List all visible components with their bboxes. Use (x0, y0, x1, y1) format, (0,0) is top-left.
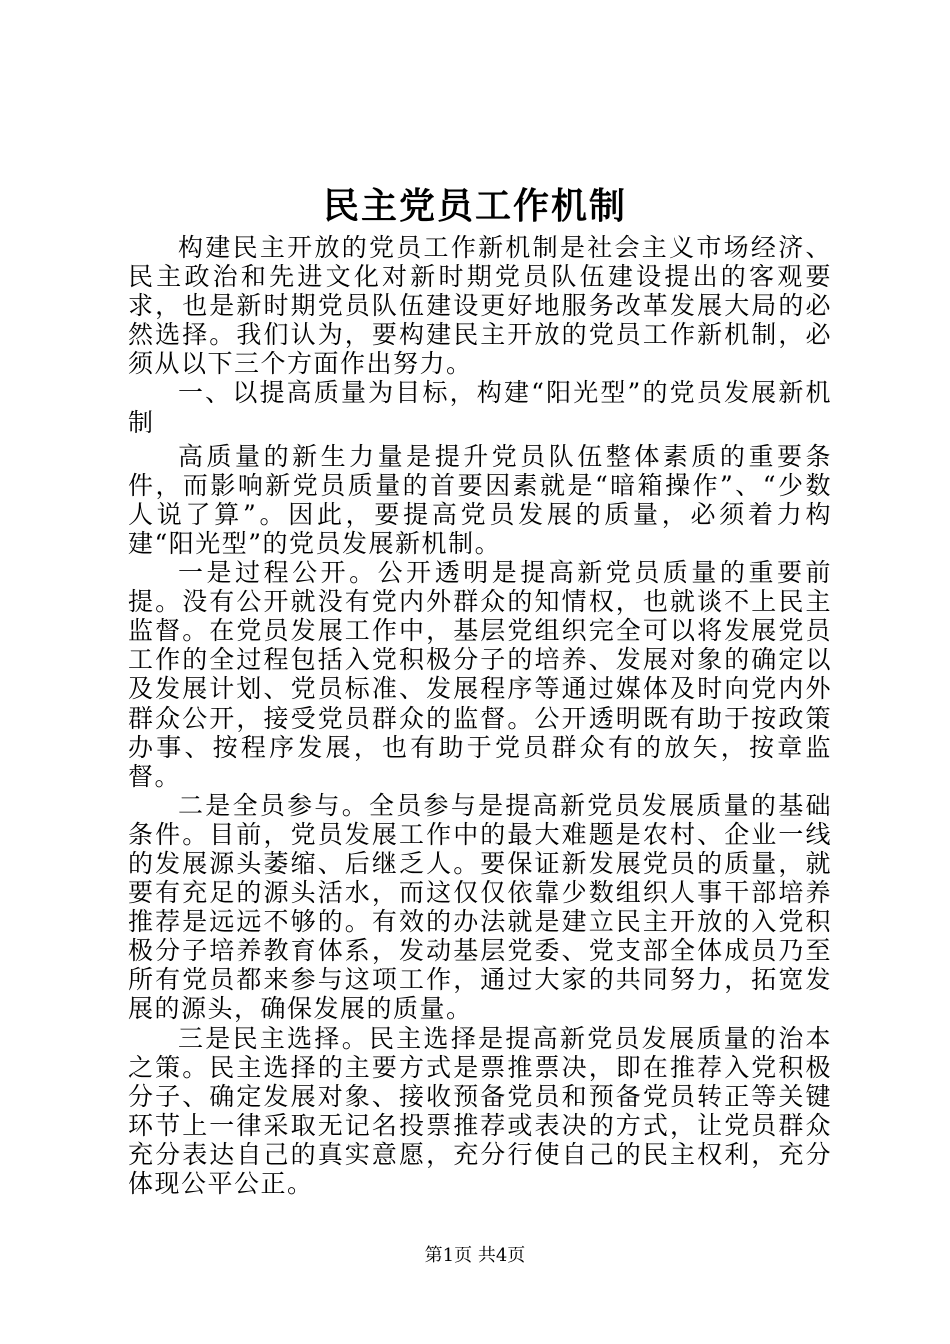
paragraph-section-1-intro: 高质量的新生力量是提升党员队伍整体素质的重要条件，而影响新党员质量的首要因素就是“暗箱操作”、“少数人说了算”。因此，要提高党员发展的质量，必须着力构建“阳光型”的党员发展新机制。 (128, 441, 832, 558)
paragraph-process-open: 一是过程公开。公开透明是提高新党员质量的重要前提。没有公开就没有党内外群众的知情权，也就谈不上民主监督。在党员发展工作中，基层党组织完全可以将发展党员工作的全过程包括入党积极分子的培养、发展对象的确定以及发展计划、党员标准、发展程序等通过媒体及时向党内外群众公开，接受党员群众的监督。公开透明既有助于按政策办事、按程序发展，也有助于党员群众有的放矢，按章监督。 (128, 558, 832, 791)
paragraph-intro: 构建民主开放的党员工作新机制是社会主义市场经济、民主政治和先进文化对新时期党员队伍建设提出的客观要求，也是新时期党员队伍建设更好地服务改革发展大局的必然选择。我们认为，要构建民主开放的党员工作新机制，必须从以下三个方面作出努力。 (128, 233, 832, 379)
section-heading-1: 一、以提高质量为目标，构建“阳光型”的党员发展新机制 (128, 378, 832, 437)
paragraph-democratic-selection: 三是民主选择。民主选择是提高新党员发展质量的治本之策。民主选择的主要方式是票推票决，即在推荐入党积极分子、确定发展对象、接收预备党员和预备党员转正等关键环节上一律采取无记名投票推荐或表决的方式，让党员群众充分表达自己的真实意愿，充分行使自己的民主权利，充分体现公平公正。 (128, 1023, 832, 1198)
document-title: 民主党员工作机制 (322, 185, 627, 227)
paragraph-full-participation: 二是全员参与。全员参与是提高新党员发展质量的基础条件。目前，党员发展工作中的最大难题是农村、企业一线的发展源头萎缩、后继乏人。要保证新发展党员的质量，就要有充足的源头活水，而这仅仅依靠少数组织人事干部培养推荐是远远不够的。有效的办法就是建立民主开放的入党积极分子培养教育体系，发动基层党委、党支部全体成员乃至所有党员都来参与这项工作，通过大家的共同努力，拓宽发展的源头，确保发展的质量。 (128, 790, 832, 1024)
document-body (128, 233, 832, 1198)
page-number-footer: 第1页 共4页 (424, 1245, 526, 1266)
